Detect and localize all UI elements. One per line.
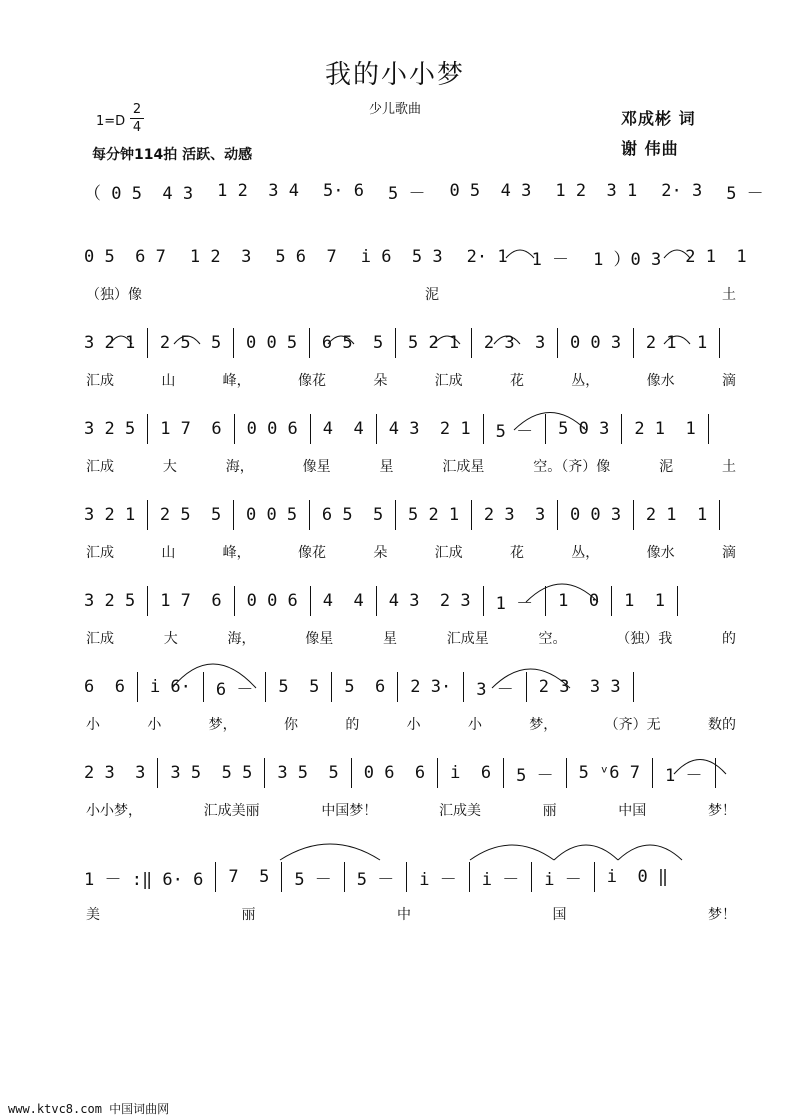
measure: 6 － xyxy=(215,679,254,700)
barline xyxy=(594,862,595,892)
lyric-word: 丛， xyxy=(571,545,600,561)
score-row xyxy=(78,864,738,890)
measure: 4 4 xyxy=(322,419,364,439)
time-signature-bottom: 4 xyxy=(132,120,142,135)
barline xyxy=(147,586,148,616)
barline xyxy=(281,862,282,892)
measure: i － xyxy=(544,869,582,890)
measure: 5 6 7 xyxy=(275,247,337,267)
barline xyxy=(621,414,622,444)
barline xyxy=(633,328,634,358)
lyric-word: （独）像 xyxy=(86,287,142,303)
barline xyxy=(395,328,396,358)
measure: 2 1 1 xyxy=(685,247,747,267)
lyric-word: 的 xyxy=(722,631,736,647)
score-row xyxy=(78,178,764,204)
score-row xyxy=(78,760,738,786)
measure: 5 － xyxy=(356,869,395,890)
barline xyxy=(471,500,472,530)
measure: 1 7 6 xyxy=(160,591,222,611)
barline xyxy=(233,328,234,358)
barline xyxy=(376,414,377,444)
barline xyxy=(203,672,204,702)
lyric-word: 你 xyxy=(283,717,298,733)
barline xyxy=(147,328,148,358)
measure: i － xyxy=(419,869,457,890)
lyric-word: 中国梦！ xyxy=(321,803,378,819)
lyric-word: 像花 xyxy=(297,545,326,561)
measure: 5 0 3 xyxy=(558,419,610,439)
measure: 3 2 5 xyxy=(84,419,136,439)
song-genre: 少儿歌曲 xyxy=(368,102,421,117)
measure: 0 0 5 xyxy=(245,505,298,525)
measure: 5 － xyxy=(726,183,764,204)
measure: 1 0 xyxy=(558,591,600,611)
lyric-line xyxy=(86,542,736,562)
barline xyxy=(708,414,709,444)
barline xyxy=(310,586,311,616)
measure: i 6· xyxy=(149,677,191,697)
measure: 1 － xyxy=(665,765,703,786)
measure: 2 1 1 xyxy=(645,505,708,525)
measure: 1 2 3 xyxy=(189,247,252,267)
measure: 0 0 3 xyxy=(569,505,622,525)
site-footer: www.ktvc8.com 中国词曲网 xyxy=(8,1102,170,1116)
barline xyxy=(406,862,407,892)
lyric-line xyxy=(86,628,736,648)
barline xyxy=(437,758,438,788)
lyric-word: 小 xyxy=(147,717,162,733)
measure: 0 5 4 3 xyxy=(449,181,532,201)
lyric-word: 梦， xyxy=(529,717,558,733)
measure: 1 － xyxy=(495,593,534,614)
barline xyxy=(715,758,716,788)
lyric-word: 土 xyxy=(722,459,736,475)
barline xyxy=(503,758,504,788)
lyric-word: 数的 xyxy=(707,717,736,733)
measure: 3 2 1 xyxy=(84,505,136,525)
measure: 5 5 xyxy=(278,677,320,697)
barline xyxy=(483,414,484,444)
measure: 3 2 1 xyxy=(84,333,136,353)
score-row xyxy=(78,244,747,270)
barline xyxy=(611,586,612,616)
barline xyxy=(471,328,472,358)
measure: 5 － xyxy=(387,183,426,204)
lyric-word: 花 xyxy=(509,373,524,389)
barline xyxy=(719,500,720,530)
lyric-word: 汇成 xyxy=(86,545,114,561)
barline xyxy=(265,672,266,702)
lyric-word: 中国 xyxy=(618,803,647,819)
measure: 5 2 1 xyxy=(407,505,460,525)
measure: 1 2 3 1 xyxy=(555,181,638,201)
measure: 0 5 6 7 xyxy=(84,247,166,267)
measure: 0 0 6 xyxy=(246,419,298,439)
lyric-word: 小小梦， xyxy=(86,803,142,819)
measure: 1 7 6 xyxy=(160,419,222,439)
measure: 1 － :‖ 6· 6 xyxy=(84,869,204,890)
lyric-word: 丛， xyxy=(571,373,600,389)
barline xyxy=(331,672,332,702)
measure: 1 2 3 4 xyxy=(217,181,300,201)
measure: i 0 ‖ xyxy=(606,867,669,887)
lyric-line xyxy=(86,714,736,734)
barline xyxy=(395,500,396,530)
lyric-word: 空。 xyxy=(538,631,567,647)
barline xyxy=(137,672,138,702)
lyric-word: 像星 xyxy=(302,459,331,475)
lyric-word: 中 xyxy=(397,907,411,923)
score-row xyxy=(78,674,738,700)
barline xyxy=(545,414,546,444)
measure: i 6 5 3 xyxy=(360,247,443,267)
barline xyxy=(652,758,653,788)
measure: i － xyxy=(481,869,520,890)
score-row xyxy=(78,588,738,614)
measure: 2 3· xyxy=(410,677,452,697)
lyric-word: 空。（齐）像 xyxy=(533,459,611,475)
measure: 3 － xyxy=(476,679,514,700)
lyric-word: 汇成 xyxy=(86,373,114,389)
measure: 2 3 3 xyxy=(483,505,546,525)
lyric-word: 梦， xyxy=(208,717,237,733)
measure: 1 ）0 3 xyxy=(593,249,662,270)
lyric-word: 国 xyxy=(552,907,567,923)
lyric-word: 峰， xyxy=(222,373,251,389)
lyric-word: 像水 xyxy=(646,373,675,389)
barline xyxy=(344,862,345,892)
lyric-word: 汇成美 xyxy=(438,803,481,819)
lyric-word: 朵 xyxy=(373,373,388,389)
measure: （ 0 5 4 3 xyxy=(84,183,194,204)
lyric-line xyxy=(86,456,736,476)
measure: 2 5 5 xyxy=(159,505,222,525)
barline xyxy=(531,862,532,892)
score-row xyxy=(78,502,738,528)
barline xyxy=(566,758,567,788)
lyric-word: 汇成 xyxy=(434,545,463,561)
measure: 2 5 5 xyxy=(159,333,222,353)
barline xyxy=(633,672,634,702)
lyric-word: 像花 xyxy=(297,373,326,389)
barline xyxy=(633,500,634,530)
barline xyxy=(526,672,527,702)
barline xyxy=(233,500,234,530)
lyric-line xyxy=(86,370,736,390)
barline xyxy=(309,328,310,358)
lyric-word: （独）我 xyxy=(616,631,673,647)
barline xyxy=(157,758,158,788)
lyric-word: 汇成星 xyxy=(446,631,489,647)
slur xyxy=(280,844,380,860)
measure: 2· 3 xyxy=(661,181,703,201)
barline xyxy=(215,862,216,892)
measure: 3 5 5 5 xyxy=(170,763,253,783)
measure: 5 － xyxy=(294,869,332,890)
barline xyxy=(483,586,484,616)
tempo-marking: 每分钟114拍 活跃、动感 xyxy=(92,147,253,163)
lyric-word: 海， xyxy=(225,459,254,475)
lyric-word: 泥 xyxy=(425,287,439,303)
lyric-line xyxy=(86,800,736,820)
barline xyxy=(397,672,398,702)
lyric-word: 滴 xyxy=(721,545,736,561)
measure: 0 0 6 xyxy=(246,591,298,611)
barline xyxy=(234,414,235,444)
lyric-word: 小 xyxy=(467,717,482,733)
lyric-word: 土 xyxy=(722,287,736,303)
lyric-word: 滴 xyxy=(721,373,736,389)
barline xyxy=(463,672,464,702)
lyric-word: 梦！ xyxy=(708,907,736,923)
time-signature-top: 2 xyxy=(132,102,142,117)
lyric-word: 山 xyxy=(161,373,176,389)
measure: 5· 6 xyxy=(323,181,364,201)
barline xyxy=(545,586,546,616)
measure: 4 4 xyxy=(322,591,364,611)
composer-credit: 谢 伟曲 xyxy=(621,139,679,158)
measure: 5 2 1 xyxy=(407,333,460,353)
measure: 6 5 5 xyxy=(321,505,384,525)
barline xyxy=(719,328,720,358)
score-row xyxy=(78,416,738,442)
measure: 2 1 1 xyxy=(634,419,696,439)
measure: 2· 1 xyxy=(466,247,508,267)
barline xyxy=(264,758,265,788)
measure: 0 6 6 xyxy=(363,763,426,783)
lyric-word: 泥 xyxy=(659,459,674,475)
slur xyxy=(470,845,554,860)
measure: 4 3 2 3 xyxy=(388,591,471,611)
barline xyxy=(351,758,352,788)
measure: 2 1 1 xyxy=(645,333,708,353)
measure: 5 － xyxy=(516,765,554,786)
lyric-word: 小 xyxy=(406,717,421,733)
lyric-word: 海， xyxy=(227,631,256,647)
measure: 2 3 3 3 xyxy=(538,677,621,697)
lyric-line xyxy=(86,284,736,304)
measure: 0 0 3 xyxy=(569,333,622,353)
lyric-word: 汇成美丽 xyxy=(203,803,260,819)
lyric-word: 大 xyxy=(162,459,177,475)
barline xyxy=(147,500,148,530)
lyric-word: 的 xyxy=(345,717,360,733)
measure: 2 3 3 xyxy=(483,333,546,353)
measure: 2 3 3 xyxy=(84,763,146,783)
slur xyxy=(618,845,682,860)
measure: 6 5 5 xyxy=(321,333,384,353)
lyric-word: 汇成 xyxy=(86,459,114,475)
measure: 6 6 xyxy=(84,677,125,697)
measure: 1 1 xyxy=(624,591,666,611)
score-row xyxy=(78,330,738,356)
slur xyxy=(554,845,618,860)
time-signature xyxy=(130,102,144,135)
measure: 5 6 xyxy=(344,677,386,697)
lyric-word: 星 xyxy=(383,631,397,647)
lyric-word: 大 xyxy=(163,631,178,647)
barline xyxy=(557,328,558,358)
song-title: 我的小小梦 xyxy=(324,60,465,90)
lyric-word: 汇成 xyxy=(86,631,114,647)
barline xyxy=(309,500,310,530)
barline xyxy=(557,500,558,530)
lyric-word: 像星 xyxy=(305,631,334,647)
lyric-word: 山 xyxy=(161,545,176,561)
barline xyxy=(677,586,678,616)
measure: 3 5 5 xyxy=(277,763,339,783)
measure: 0 0 5 xyxy=(245,333,298,353)
barline xyxy=(469,862,470,892)
measure: 5 ᵛ6 7 xyxy=(578,763,641,783)
measure: 7 5 xyxy=(228,867,270,887)
lyric-word: 梦！ xyxy=(707,803,736,819)
lyric-word: 小 xyxy=(86,717,100,733)
barline xyxy=(234,586,235,616)
lyric-word: 汇成 xyxy=(434,373,463,389)
measure: 3 2 5 xyxy=(84,591,136,611)
measure: 5 － xyxy=(495,421,534,442)
measure: i 6 xyxy=(450,763,492,783)
lyric-word: 星 xyxy=(379,459,394,475)
lyric-word: 峰， xyxy=(222,545,251,561)
lyric-word: 朵 xyxy=(373,545,388,561)
lyric-word: 丽 xyxy=(542,803,557,819)
lyricist-credit: 邓成彬 词 xyxy=(621,109,696,128)
lyric-word: 像水 xyxy=(646,545,675,561)
barline xyxy=(376,586,377,616)
key-signature: 1=D xyxy=(96,114,126,129)
lyric-word: 花 xyxy=(509,545,524,561)
measure: 1 － xyxy=(531,249,570,270)
lyric-word: 丽 xyxy=(241,907,256,923)
lyric-word: 美 xyxy=(86,907,100,923)
lyric-line xyxy=(86,904,736,924)
lyric-word: 汇成星 xyxy=(442,459,485,475)
measure: 4 3 2 1 xyxy=(388,419,471,439)
barline xyxy=(310,414,311,444)
lyric-word: （齐）无 xyxy=(604,717,661,733)
barline xyxy=(147,414,148,444)
